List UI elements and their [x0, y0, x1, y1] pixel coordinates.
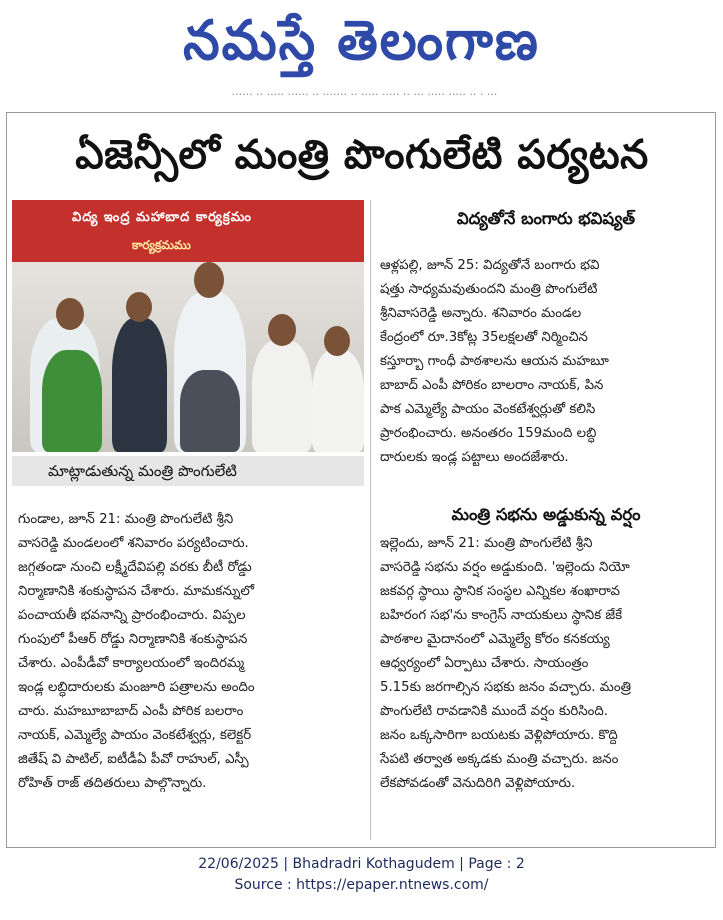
right-column-body-2: ఇల్లెందు, జూన్ 21: మంత్రి పొంగులేటి శ్రీని వాసరెడ్డి సభను వర్షం అడ్డుకుంది. 'ఇల్లెందు నియో జకవర్గ స్థాయి స్థానిక సంస్థల ఎన్నికల శంఖారావ బహిరంగ సభ'ను కాంగ్రెస్ నాయకులు స్థానిక జేకే పాఠశాల మైదానంలో ఎమ్మెల్యే కోరం కనకయ్య ఆధ్వర్యంలో ఏర్పాటు చేశారు. సాయంత్రం 5.15కు జరగాల్సిన సభకు జనం వచ్చారు. మంత్రి పొంగులేటి రావడానికి ముందే వర్షం కురిసింది. జనం ఒక్కసారిగా బయటకు వెళ్లిపోయారు. కొద్ది సేపటి తర్వాత అక్కడకు మంత్రి వచ్చారు. జనం లేకపోవడంతో వెనుదిరిగి వెళ్లిపోయారు. [380, 536, 631, 791]
right-subheading-1: విద్యతోనే బంగారు భవిష్యత్ [456, 209, 636, 228]
person-head [324, 326, 350, 356]
right-column-body-1: ఆళ్లపల్లి, జూన్ 25: విద్యతోనే బంగారు భవి షత్తు సాధ్యమవుతుందని మంత్రి పొంగులేటి శ్రీనివాసరెడ్డి అన్నారు. శనివారం మండల కేంద్రంలో రూ.3కోట్ల 35లక్షలతో నిర్మించిన కస్తూర్బా గాంధీ పాఠశాలను ఆయన మహబూ బాబాద్ ఎంపీ పోరికం బాలరాం నాయక్, పిన పాక ఎమ్మెల్యే పాయం వెంకటేశ్వర్లుతో కలిసి ప్రారంభించారు. అనంతరం 159మంది లబ్ధి దారులకు ఇండ్ల పట్టాలు అందజేశారు. [380, 258, 609, 465]
person-figure [252, 340, 312, 452]
photo-banner [12, 200, 364, 262]
person-head [126, 292, 152, 322]
person-head [268, 314, 296, 346]
masthead-strip: ...... .. ..... ...... .. ....... .. ..... ..... .. ... ..... ..... .. . ... [231, 85, 498, 98]
person-figure [112, 318, 167, 452]
photo-banner-text: విద్య ఇంద్ర మహాబాద కార్యక్రమం [72, 210, 252, 225]
photo-caption: మాట్లాడుతున్న మంత్రి పొంగులేటి [12, 456, 364, 486]
footer-source-line: Source : https://epaper.ntnews.com/ [234, 877, 489, 893]
footer-date-line: 22/06/2025 | Bhadradri Kothagudem | Page : 2 [198, 856, 525, 872]
page-footer [0, 854, 723, 896]
article-headline: ఏజెన్సీలో మంత్రి పొంగులేటి పర్యటన [75, 132, 649, 178]
masthead [0, 0, 723, 98]
person-head [194, 262, 224, 298]
article-photo [12, 200, 364, 452]
person-head [56, 298, 84, 330]
person-figure [180, 370, 240, 452]
newspaper-logo: నమస్తే తెలంగాణ [183, 9, 540, 73]
person-figure [312, 350, 364, 452]
column-divider [370, 200, 371, 840]
person-figure [42, 350, 102, 452]
photo-banner-subtext: కార్యక్రమము [132, 238, 191, 252]
left-column-body: గుండాల, జూన్ 21: మంత్రి పొంగులేటి శ్రీని వాసరెడ్డి మండలంలో శనివారం పర్యటించారు. జగ్గతండా నుంచి లక్ష్మీదేవిపల్లి వరకు బీటీ రోడ్డు నిర్మాణానికి శంకుస్థాపన చేశారు. మామకన్నులో పంచాయతీ భవనాన్ని ప్రారంభించారు. విప్పల గుంపులో పీఆర్ రోడ్డు నిర్మాణానికి శంకుస్థాపన చేశారు. ఎంపీడీవో కార్యాలయంలో ఇందిరమ్మ ఇండ్ల లబ్ధిదారులకు మంజూరి పత్రాలను అందిం చారు. మహబూబాబాద్ ఎంపీ పోరిక బలరాం నాయక్, ఎమ్మెల్యే పాయం వెంకటేశ్వర్లు, కలెక్టర్ జితేష్ వి పాటిల్, ఐటీడీఏ పీవో రాహుల్, ఎస్పీ రోహిత్ రాజ్ తదితరులు పాల్గొన్నారు. [18, 512, 255, 791]
right-subheading-2: మంత్రి సభను అడ్డుకున్న వర్షం [451, 505, 641, 524]
